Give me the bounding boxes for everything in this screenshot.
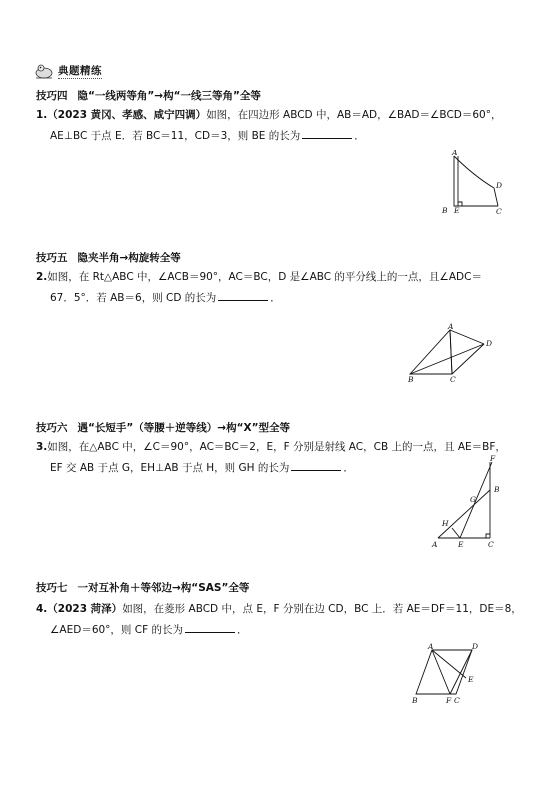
tip-label: 技巧五: [36, 252, 68, 264]
tip-heading-7: [36, 580, 249, 595]
section-badge: [34, 62, 112, 80]
problem-source: （2023 黄冈、孝感、咸宁四调）: [47, 109, 207, 121]
problem-text: EF 交 AB 于点 G，EH⊥AB 于点 H，则 GH 的长为: [50, 462, 290, 474]
figure-label: B: [412, 696, 418, 705]
figure-3: [428, 452, 512, 554]
figure-label: C: [450, 375, 456, 384]
figure-4: [406, 640, 486, 706]
problem-4-line-1: [36, 602, 522, 616]
badge-label: 典题精练: [58, 64, 102, 77]
tip-label: 技巧六: [36, 422, 68, 434]
problem-text: 如图，在△ABC 中，∠C＝90°，AC＝BC＝2，E，F 分别是射线 AC，CB 上的一点，且 AE＝BF，: [47, 441, 506, 453]
figure-label: A: [448, 322, 454, 331]
figure-label: C: [488, 540, 494, 549]
figure-1: [436, 150, 506, 218]
problem-1-line-1: [36, 108, 501, 122]
figure-label: D: [472, 642, 479, 651]
figure-label: B: [408, 375, 414, 384]
problem-text: ．: [343, 462, 354, 474]
problem-2-line-2: [50, 290, 281, 305]
problem-text: ．: [236, 624, 248, 636]
figure-label: A: [428, 642, 434, 651]
figure-label: B: [494, 485, 500, 494]
figure-label: D: [486, 339, 493, 348]
figure-label: A: [432, 540, 438, 549]
problem-text: 如图，在 Rt△ABC 中，∠ACB＝90°，AC＝BC，D 是∠ABC 的平分线上的一点，且∠ADC＝: [47, 271, 482, 283]
problem-text: 67．5°．若 AB＝6，则 CD 的长为: [50, 292, 217, 304]
answer-blank[interactable]: [302, 128, 352, 139]
figure-label: A: [452, 150, 458, 157]
figure-label: G: [470, 495, 476, 504]
problem-text: ．: [354, 130, 365, 142]
tip-heading-5: [36, 250, 181, 265]
answer-blank[interactable]: [218, 290, 268, 301]
answer-blank[interactable]: [291, 460, 341, 471]
figure-label: F: [446, 696, 452, 705]
tip-title: 隐“一线两等角”→构“一线三等角”全等: [77, 90, 261, 102]
problem-text: 如图，在四边形 ABCD 中，AB＝AD，∠BAD＝∠BCD＝60°，: [206, 109, 502, 121]
mascot-icon: [34, 62, 54, 80]
tip-title: 遇“长短手”（等腰＋逆等线）→构“X”型全等: [77, 422, 290, 434]
problem-1-line-2: [50, 128, 365, 143]
problem-source: （2023 菏泽）: [47, 603, 123, 615]
tip-heading-6: [36, 420, 290, 435]
tip-title: 一对互补角＋等邻边→构“SAS”全等: [77, 582, 250, 594]
problem-text: ．: [270, 292, 281, 304]
figure-label: H: [442, 519, 449, 528]
problem-text: ∠AED＝60°，则 CF 的长为: [50, 624, 183, 636]
problem-4-line-2: [50, 622, 247, 637]
problem-number: 3.: [36, 441, 48, 453]
problem-2-line-1: [36, 270, 482, 284]
tip-title: 隐夹半角→构旋转全等: [77, 252, 181, 264]
problem-text: 如图，在菱形 ABCD 中，点 E，F 分别在边 CD，BC 上．若 AE＝DF＝11，DE＝8，: [122, 603, 522, 615]
tip-heading-4: [36, 88, 261, 103]
figure-label: F: [490, 454, 496, 463]
figure-label: C: [454, 696, 460, 705]
figure-label: B: [442, 206, 448, 215]
figure-label: D: [496, 181, 503, 190]
problem-text: AE⊥BC 于点 E．若 BC＝11，CD＝3，则 BE 的长为: [50, 130, 301, 142]
tip-label: 技巧四: [36, 90, 68, 102]
tip-label: 技巧七: [36, 582, 68, 594]
problem-3-line-2: [50, 460, 354, 475]
problem-number: 2.: [36, 271, 48, 283]
figure-2: [404, 322, 496, 386]
figure-label: E: [458, 540, 464, 549]
figure-label: C: [496, 207, 502, 216]
problem-number: 4.: [36, 603, 48, 615]
figure-label: E: [468, 675, 474, 684]
problem-number: 1.: [36, 109, 48, 121]
answer-blank[interactable]: [185, 622, 235, 633]
figure-label: E: [454, 206, 460, 215]
